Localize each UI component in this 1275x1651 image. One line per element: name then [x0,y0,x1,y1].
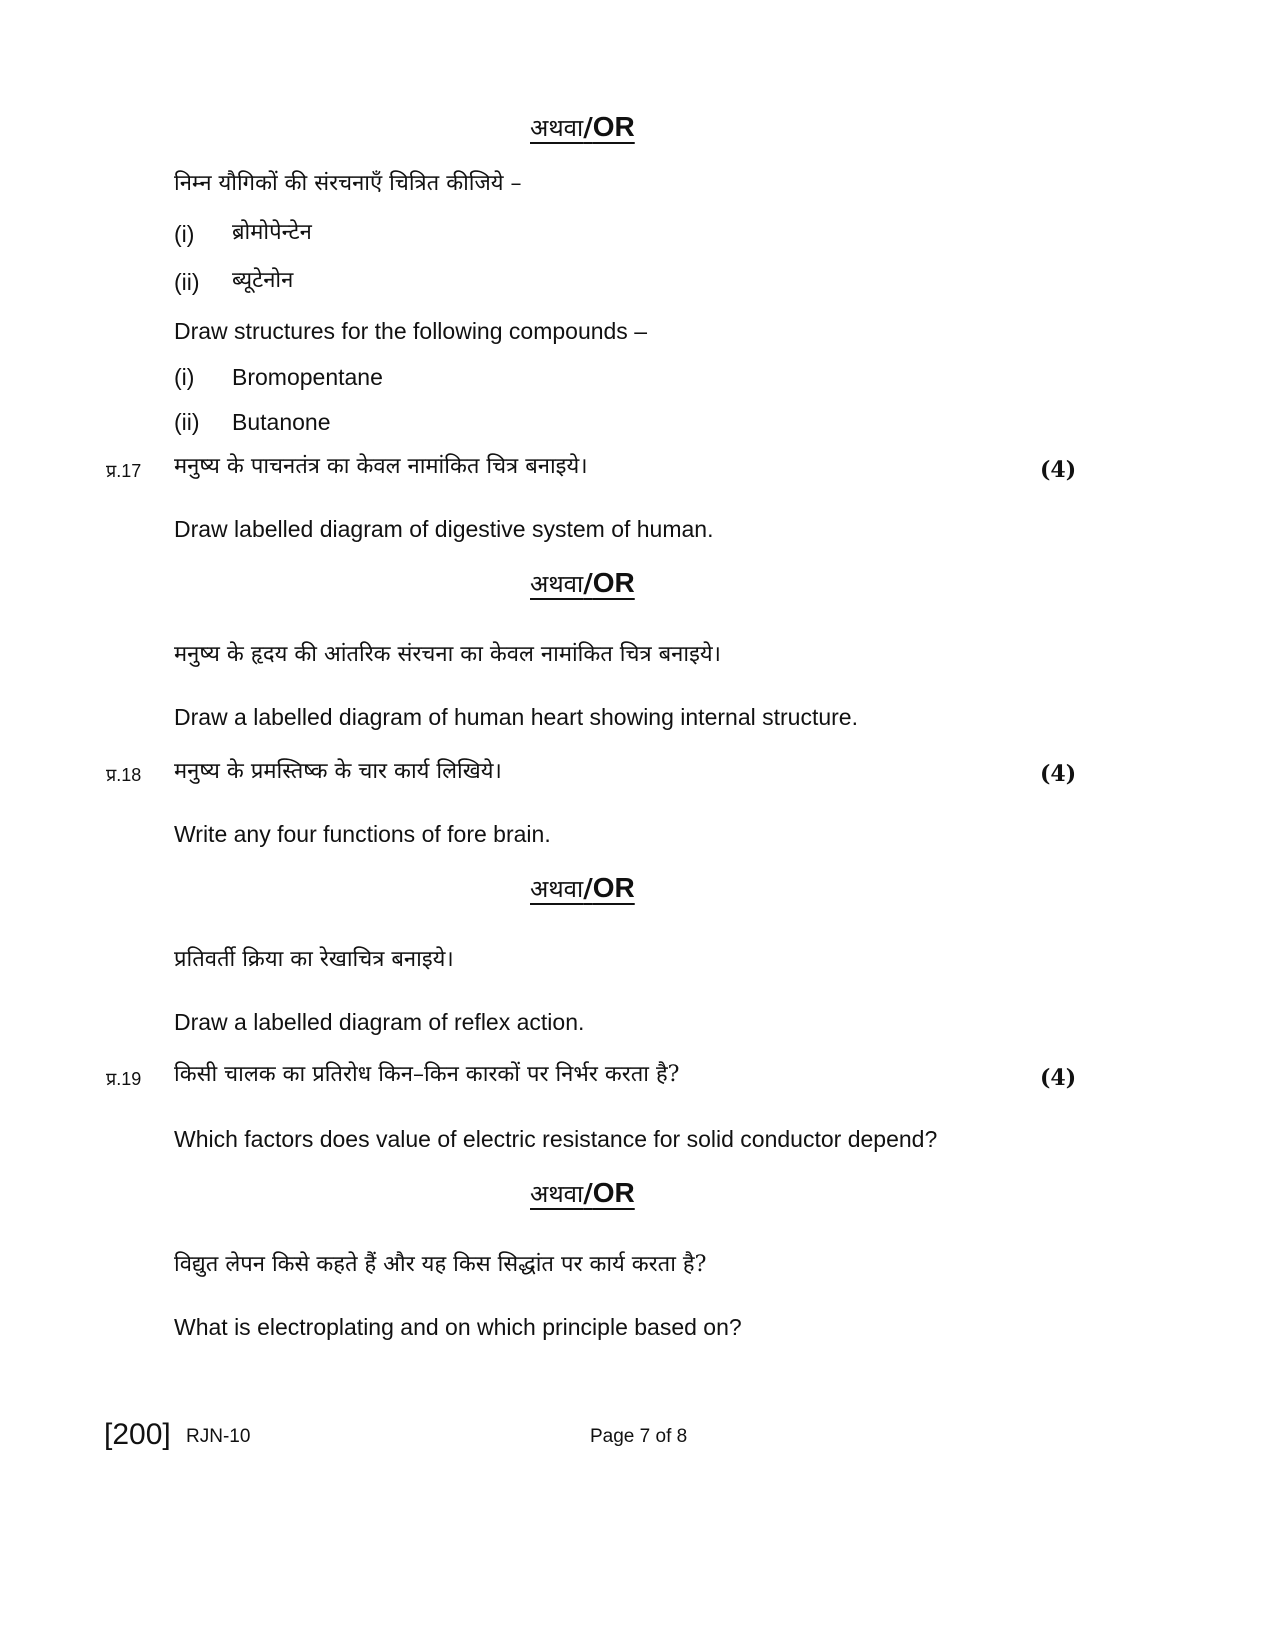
q19-english: Which factors does value of electric resistance for solid conductor depend? [174,1126,938,1152]
q16-or-english-item-number: (ii) [174,409,200,435]
q17-or-english: Draw a labelled diagram of human heart showing internal structure. [174,704,858,730]
footer-paper-code: [200] [104,1418,171,1451]
q16-or-hindi-item-number: (i) [174,221,195,247]
footer-series: RJN-10 [186,1426,251,1447]
q19-or-hindi: विद्युत लेपन किसे कहते हैं और यह किस सिद्धांत पर कार्य करता है? [174,1252,707,1277]
q16-or-english-item: Bromopentane [232,364,383,390]
q18-number: प्र.18 [106,765,142,785]
q17-or-hindi: मनुष्य के हृदय की आंतरिक संरचना का केवल नामांकित चित्र बनाइये। [174,642,721,667]
q18-or-hindi: प्रतिवर्ती क्रिया का रेखाचित्र बनाइये। [174,947,454,972]
or-heading: अथवा/OR [530,111,635,143]
q18-or-english: Draw a labelled diagram of reflex action. [174,1009,585,1035]
q16-or-english-item-number: (i) [174,364,195,390]
q16-or-english-item: Butanone [232,409,331,435]
q17-english: Draw labelled diagram of digestive system of human. [174,516,714,542]
footer-page-number: Page 7 of 8 [590,1426,688,1447]
q19-number: प्र.19 [106,1069,142,1089]
or-heading: अथवा/OR [530,872,635,904]
q16-or-hindi-item: ब्रोमोपेन्टेन [232,220,312,245]
or-heading: अथवा/OR [530,1177,635,1209]
q17-hindi: मनुष्य के पाचनतंत्र का केवल नामांकित चित्र बनाइये। [174,454,588,479]
q16-or-hindi-prompt: निम्न यौगिकों की संरचनाएँ चित्रित कीजिये – [174,171,522,196]
q19-hindi: किसी चालक का प्रतिरोध किन–किन कारकों पर निर्भर करता है? [174,1062,680,1087]
q16-or-hindi-item: ब्यूटेनोन [232,268,294,293]
q18-marks: (4) [1040,761,1077,787]
q16-or-english-prompt: Draw structures for the following compounds – [174,318,647,344]
q18-hindi: मनुष्य के प्रमस्तिष्क के चार कार्य लिखिये। [174,759,502,784]
q17-number: प्र.17 [106,461,142,481]
q18-english: Write any four functions of fore brain. [174,821,551,847]
q19-or-english: What is electroplating and on which principle based on? [174,1314,742,1340]
q17-marks: (4) [1040,457,1077,483]
q19-marks: (4) [1040,1065,1077,1091]
q16-or-hindi-item-number: (ii) [174,269,200,295]
or-heading: अथवा/OR [530,567,635,599]
